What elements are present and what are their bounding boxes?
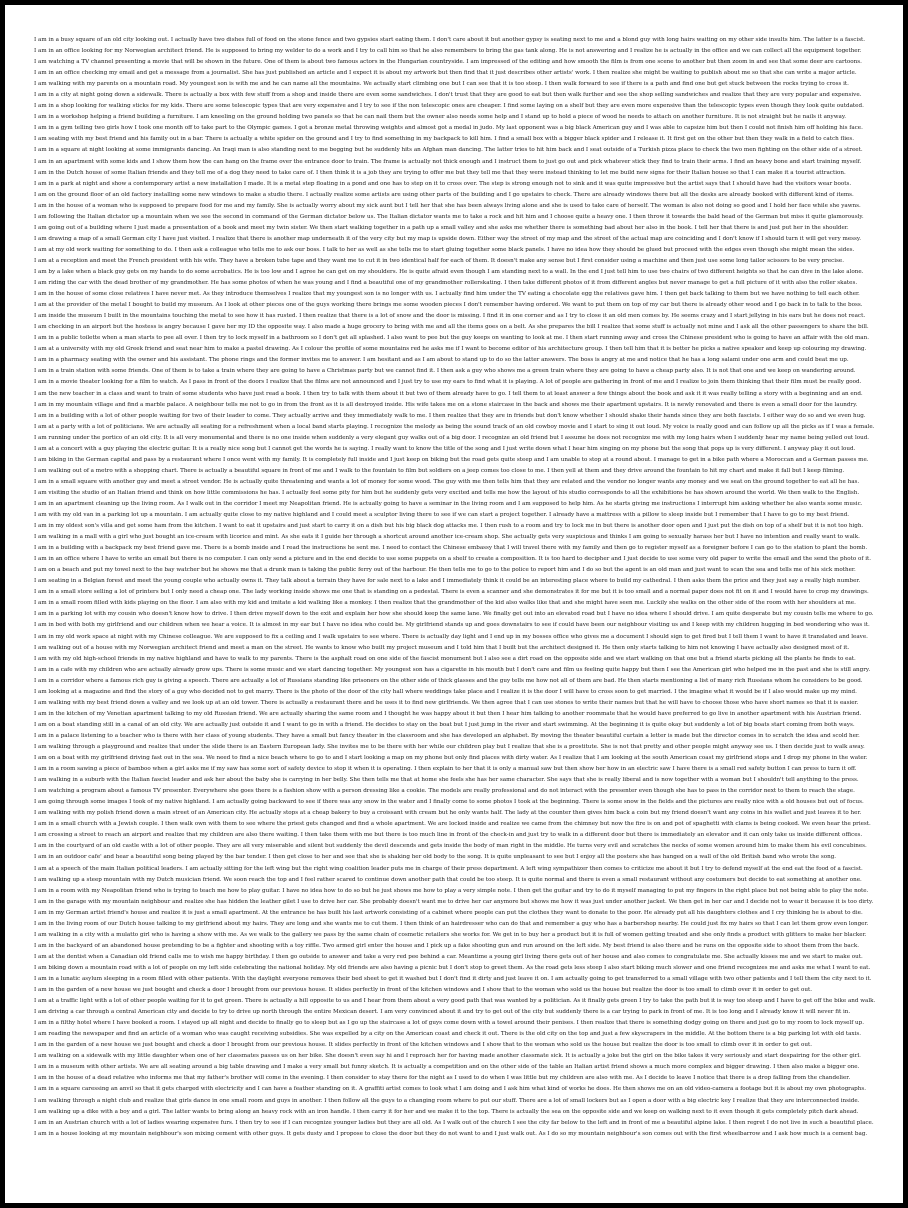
- text-line: I am in my mountain village and find a marble palace. A neighbour tells me not to go in from the front as it is all destroyed inside. His wife takes me on a stone staircase in the back and shows me their apartment upstairs. It is newly renovated and there is even a small door for the laundry.: [34, 401, 858, 408]
- text-line: I am in bed with both my girlfriend and our children when we hear a voice. It is almost in my ear but I have no idea who could be. My girlfriend stands up and goes downstairs to see if could have been our neighbour visiting us and I keep with my children hugging in bed wondering who was it.: [34, 622, 870, 629]
- text-line: I am on a boat standing still in a canal of an old city. We are actually just outside it and I want to go in with a friend. He decides to stay on the boat but I just jump in the river and start swimming. At the beginning it is quite okay but suddenly a lot of big boats start coming from both ways.: [34, 721, 855, 728]
- text-line: I am in an office where I have to write an email but there is no computer. I can only send a picture and in the end decide to use some puppets on a shelf to create a composition. It is too hard to decipher and I just decide to use some very old paper to write the email and the send the photo of it.: [34, 556, 872, 563]
- text-line: I am riding the car with the dead brother of my grandmother. He has some photos of when he was young and I find a beautiful one of my grandmother rollerskating. I then take different photos of it from different angles but never manage to get a full picture of it with also the roller skates.: [34, 280, 858, 287]
- text-line: I am going out of a building where I just made a presentation of a book and meet my twin sister. We then start walking together in a path up a small valley and she asks me whether there is something bad about her also in the book. I tell her that there is and just put her in the shoulder.: [34, 224, 849, 231]
- text-line: I am in the courtyard of an old castle with a lot of other people. They are all very miserable and silent but suddenly the devil descends and gets inside the body of man right in the middle. He turns very evil and scratches the necks of some women around him to make them his evil concubines.: [34, 843, 867, 850]
- text-line: I am in a room sawing a piece of bamboo when a girl asks me if my saw has some sort of safety device to stop it when it is operating. I then explain to her that it is only a manual saw but then show her how in an electric saw I have there is a small red safety button I can press to turn it off.: [34, 766, 857, 773]
- text-line: I am in a small room filled with kids playing on the floor. I am also with my kid and imitate a kid walking like a monkey. I then realize that the grandmother of the kid also walks like that and she might have seen me. Luckily she walks on the other side of the room with her shoulders at me.: [34, 600, 856, 607]
- text-line: I am at a traffic light with a lot of other people waiting for it to get green. There is actually a hill opposite to us and I hear from them about a very good path that was wanted by a politician. As it finally gets green I try to take the path but it is way too steep and I have to get off the bike and walk.: [34, 998, 875, 1005]
- text-line: I am walking in a city with a mulatto girl who is having a show with me. As we walk to the gallery we pass by the same chain of cosmetic retailers she works for. We get in to buy her a product but it is full of women getting treated and she only finds a product with glitters to make her blacker.: [34, 931, 867, 938]
- text-line: I am on the ground floor of an old factory installing some new windows to make a studio there. I actually realize some artists are using other parts of the building and I go upstairs to check. There are already windows there but all the desks are already booked with different kind of items.: [34, 191, 854, 198]
- text-line: I am in a square at night looking at some immigrants dancing. An Iraqi man is also standing next to me begging but he suddenly hits an Afghan man dancing. The latter tries to hit him back and I seat outside of a Turkish pizza place to check the two men fighting on the other side of a street.: [34, 147, 863, 154]
- text-line: I am in the garden of a new house we just bought and check a door I brought from our previous house. It slides perfectly in front of the kitchen windows and I show that to the woman who sold us the house but realize the door is too small to climb over it in order to get out.: [34, 987, 813, 994]
- text-line: I am in the Dutch house of some Italian friends and they tell me of a dog they need to take care of. I then think it is a job they are trying to offer me but they tell me that they were instead thinking to let me build new signs for their Italian house so that I can make it a tourist attraction.: [34, 169, 846, 176]
- text-line: I am on a beach and put my towel next to the bay watcher but he shows me that a drunk man is taking the public ferry out of the harbour. He then tells me to go to the police to report him and I do so but the agent is an old man and just want to scan the sea and tells me of his sick mother.: [34, 567, 856, 574]
- text-line: I am walking with my polish friend down a main street of an American city. He actually stops at a cheap bakery to buy a croissant with cream but he only wants half. The lady at the counter then gives him back a coin but my friend doesn't want any coins in his wallet and just leaves it to her.: [34, 810, 862, 817]
- text-line: I am on a boat with my girlfriend driving fast out in the sea. We need to find a nice beach where to go to and I start looking a map on my phone but only find places with dirty water. As I realize that I am looking at the south American coast my girlfriend stops and I drop my phone in the water.: [34, 755, 868, 762]
- text-line: I am crossing a street to reach an airport and realize that my children are also there waiting. I then take them with me but there is too much line in front of the check-in and just try to walk in a different door but there is immediately an elevator and it can only take us inside different offices.: [34, 832, 863, 839]
- text-line: I am in an Austrian church with a lot of ladies wearing expensive furs. I then try to see if I can recognize younger ladies but they are all old. As I walk out of the church I see the city far below to the left and in front of me a beautiful alpine lake. I then regret I do not live in such a beautiful place.: [34, 1119, 874, 1126]
- text-line: I am the new teacher in a class and want to train of some students who have just read a book. I then try to talk with them about it but two of them already have to go. I tell them to at least answer a few things about the book and ask it it was really telling a story with a beginning and an end.: [34, 390, 863, 397]
- text-line: I am looking at a magazine and find the story of a guy who decided not to get marry. There is the photo of the door of the city hall where weddings take place and I realize it is the door I will have to cross soon to get married. I the imagine what it would be if I also would make up my mind.: [34, 688, 857, 695]
- text-line: I am in a shop looking for walking sticks for my kids. There are some telescopic types that are very expensive and I try to see if the non telescopic ones are cheaper. I find some laying on a shelf but they are even more expensive than the telescopic types even though they look quite outdated.: [34, 103, 864, 110]
- text-line: I am in the living room of our Dutch house talking to my girlfriend about my hairs. They are long and she wants me to cut them. I then think of an hairdresser who can do that and remember a guy who has a barbershop nearby. He could just fix my hairs so that I can let them grow even longer.: [34, 920, 869, 927]
- text-line: I am in a pharmacy seating with the owner and his assistant. The phone rings and the former invites me to answer. I am hesitant and as I am about to stand up to do so the latter answers. The boss is angry at me and notice that he has a long salami under one arm and could beat me up.: [34, 357, 849, 364]
- text-line: I am in the garden of a new house we just bought and check a door I brought from our previous house. It slides perfectly in front of the kitchen windows and I show that to the woman who sold us the house but realize the door is too small to climb over it in order to get out.: [34, 1042, 813, 1049]
- text-line: I am in a busy square of an old city looking out. I actually have two dishes full of food on the stone fence and two gypsies start eating them. I don't care about it but another gypsy is seating next to me and a blond guy with long hairs waiting on my other side insults him. The latter is a fascist.: [34, 37, 866, 43]
- text-line: I am in an outdoor cafe' and hear a beautiful song being played by the bar tender. I then get close to her and see that she is shaking her old body to the song. It is quite unpleasant to see but I enjoy all the posters she has hanged on a wall of the old British band who wrote the song.: [34, 854, 837, 861]
- text-line: I am in a small square with another guy and meet a street vendor. He is actually quite threatening and wants a lot of money for some wood. The guy with me then tells him that they are related and the vendor no longer wants any money and we seat on the ground together to eat all he has.: [34, 478, 860, 485]
- text-line: I am in a square caressing an anvil so that it gets charged with electricity and I can have a feather standing on it. A graffiti artist comes to look what I am doing and I ask him what kind of works he does. He then shows me on an old video-camera a footage but it is about my own photographs.: [34, 1086, 866, 1093]
- text-line: I am in an apartment cleaning up the living room. As I walk out in the corridor I meet my Neapolitan friend. He is actually going to have a seminar in the living room and I am supposed to help him. As he starts giving me instructions I interrupt him asking whether he also wants some music.: [34, 500, 863, 507]
- text-line: I am at a speech of the main Italian political leaders. I am actually sitting for the left wing but the right wing coalition leader puts me in charge of their press department. A left wing sympathizer then comes to criticize me about it but I try to defend myself at the end eat the food of a fascist.: [34, 865, 863, 872]
- text-line: I am biking down a mountain road with a lot of people on my left side celebrating the national holiday. My old friends are also having a picnic but I don't stop to greet them. As the road gets less steep I also start biking much slower and one friend recognizes me and asks me what I want to eat.: [34, 964, 871, 971]
- text-line: I am walking out of a metro with a shopping chart. There is actually a beautiful square in front of me and I walk to the fountain to film but soldiers on a jeep comes too close to me. I then yell at them and they drive around the fountain to hit my chart and make it fall but I keep filming.: [34, 467, 845, 474]
- dream-journal-lines: [34, 35, 875, 1140]
- text-line: I am in a small store selling a lot of printers but I only need a cheap one. The lady working inside shows me one that is standing on a pedestal. There is even a scanner and she demonstrates it for me but it is too small and a normal paper does not fit on it and I would have to crop my drawings.: [34, 589, 869, 596]
- text-line: I am in an office looking for my Norwegian architect friend. He is supposed to bring my welder to do a work and I try to call him so that he also remembers to bring the gas tank along. He is not answering and I realize he is actually in the office and we can collect all the equipment together.: [34, 48, 862, 55]
- text-line: I am in a palace listening to a teacher who is there with her class of young students. They have a small but fancy theater in the classroom and she has developed an alphabet. By moving the theater beautiful curtain a letter is made but the director comes in to scratch the idea and scold her.: [34, 732, 860, 739]
- text-line: I am watching a program about a famous TV presenter. Everywhere she goes there is a fashion show with a person dressing like a cookie. The models are really professional and do not interact with the presenter even though she has to pass in the corridor next to them to reach the stage.: [34, 788, 855, 795]
- text-line: I am at a concert with a guy playing the electric guitar. It is a really nice song but I cannot get the words he is saying. I really want to know the title of the song and I just write down what I hear him singing on my phone but the song that pops up is very different. I anyway play it out loud.: [34, 445, 856, 452]
- text-line: I am seating with my best friend and his family out in a bar. There is actually a white spider on the ground and I try to find something in my backpack to kill him. I find a small box with a bigger black spider and I release it. It first get on the other but then they walk in a field to catch flies.: [34, 136, 854, 143]
- text-line: I am in the house of a woman who is supposed to prepare food for me and my family. She is actually worry about my sick aunt but I tell her that she has been always living alone and she is used to take care of herself. The woman is also not doing so good and I hold her face while she yawns.: [34, 202, 861, 209]
- text-line: I am in my old work space at night with my Chinese colleague. We are supposed to fix a ceiling and I walk upstairs to see where. There is actually day light and I end up in my bosses office who gives me a document I should sign to get fired but I tell them I want to have it translated and leave.: [34, 633, 868, 640]
- text-line: I am in a museum with other artists. We are all seating around a big table drawing and I make a very small but funny sketch. It is actually a competition and on the other side of the table an Italian artist friend shows a much more complex and bigger drawing. I then also make a bigger one.: [34, 1064, 860, 1071]
- text-line: I am in an apartment with some kids and I show them how the can hang on the frame over the entrance door to train. The frame is actually not thick enough and I instruct them to just go out and pick whatever stick they find to train their arms. I find an heavy bone and start training myself.: [34, 158, 862, 165]
- text-line: I am in my oldest son's villa and get some ham from the kitchen. I want to eat it upstairs and just start to carry it on a dish but his big black dog attacks me. I then rush to a room and try to lock me in but there is another door open and I just put the dish on top of a shelf but it is not too high.: [34, 523, 864, 530]
- text-line: I am in a public toilette when a man starts to pee all over. I then try to lock myself in a bathroom so I don't get all splashed. I also want to pee but the guy keeps on wanting to look at me. I then start running away and cross the Chinese president who is going to have an affair with the old man.: [34, 335, 869, 342]
- text-line: I am at the dentist when a Canadian old friend calls me to wish me happy birthday. I then go outside to answer and take a very red pee behind a car. Meantime a young girl living there gets out of her house and also comes to congratulate me. She actually kisses me and we start to make out.: [34, 953, 863, 960]
- text-line: I am in the house of some close relatives I have never met. As they introduce themselves I realize that my youngest son is no longer with us. I actually find him under the TV eating a chocolate egg the relatives gave him. I then get back talking to them but we have nothing to tell each other.: [34, 291, 860, 298]
- text-line: I am at the provider of the metal I bought to build my museum. As I look at other pieces one of the guys working there brings me some wooden pieces I don't remember having ordered. We want to put them on top of my car but there is already other wood and I go back in to talk to the boss.: [34, 302, 863, 309]
- text-line: I am in an office checking my email and get a message from a journalist. She has just published an article and I expect it is about my artwork but then find that it just describes other artists' work. I then realize she might be waiting to publish about me so that she can write a major article.: [34, 70, 857, 77]
- text-line: I am in the kitchen of my Venetian apartment talking to my old Russian friend. We are actually sharing the same room and I thought he was happy about it but then I hear him talking to another roommate that he would have preferred to go live in another apartment with his Austrian friend.: [34, 710, 862, 717]
- text-line: I am in a room with my Neapolitan friend who is trying to teach me how to play guitar. I have no idea how to do so but he just shows me how to play a very simple note. I then get the guitar and try to do it myself managing to put my fingers in the right place but not being able to play the note.: [34, 887, 869, 894]
- text-line: I am drawing a map of a small German city I have just visited. I realize that there is another map underneath it of the very city but my map is upside down. Either way the street of my map and the street of the actual map are coinciding and I don't know if I should turn it will get very messy.: [34, 235, 862, 242]
- text-line: I am checking in an airport but the hostess is angry because I gave her my ID the opposite way. I also made a huge grocery to bring with me and all the items goes on a belt. As she prepares the bill I realize that some stuff is actually not mine and I ask all the other passengers to share the bill.: [34, 324, 869, 331]
- text-line: I am in the house of a dead relative who informs me that my father's brother will come in the evening. I then consider to stay there for the night as I used to do when I was little but my children are also with me. As I decide to leave I notice that there is a drop falling from the chandelier.: [34, 1075, 851, 1082]
- text-line: I am in a city at night going down a sidewalk. There is actually a box with few stuff from a shop and inside there are even some sandwiches. I don't trust that they are good to eat but then walk further and see the shop selling sandwiches and realize that they are very popular and expensive.: [34, 92, 862, 99]
- text-line: I am walking up a dike with a boy and a girl. The latter wants to bring along an heavy rock with an iron handle. I then carry it for her and we make it to the top. There is actually the sea on the opposite side and we keep on walking next to it even though it gets completely pitch dark ahead.: [34, 1108, 859, 1115]
- text-line: I am with my old van in a parking lot up a mountain. I am actually quite close to my native highland and I could meet a sculptor living there to see if we can start a project together. I already have a mattress with a pillow to sleep inside but I remember that I have to go to my best friend.: [34, 512, 850, 519]
- text-line: I am following the Italian dictator up a mountain when we see the second in command of the German dictator below us. The Italian dictator wants me to take a rock and hit him and I choose quite a heavy one. I then throw it towards the bald head of the German but miss it quite glamorously.: [34, 213, 864, 220]
- text-line: I am running under the portico of an old city. It is all very monumental and there is no one inside when suddenly a very elegant guy walks out of a big door. I recognize an old friend but I assume he does not recognize me with my long hairs when I suddenly hear my name being yelled out loud.: [34, 434, 870, 441]
- text-line: I am watching a TV channel presenting a movie that will be shown in the future. One of them is about two famous actors in the Hungarian countryside. I am impressed of the editing and how smooth the film is from one scene to another but then zoom in and see that some deer are cartoons.: [34, 59, 862, 66]
- text-line: I am in a lunatic asylum sleeping in a room filled with other patients. With the daylight everyone removes their bed sheet to get it washed but I don't find it dirty and just leave it on. I am actually going to get transferred to a small village with two other patients and I tell them the city next to it.: [34, 975, 872, 982]
- text-line: I am walking through a night club and realize that girls dance in one small room and guys in another. I then follow all the guys to a changing room where to put our stuff. There are a lot of small lockers but as I open a door with a big electric key I realize that they are interconnected inside.: [34, 1097, 860, 1104]
- text-line: I am in a train station with some friends. One of them is to take a train where they are going to have a Christmas party but we cannot find it. I then ask a guy who shows me a green train where they are going to have a cheap party also. It is not that one and we keep on wandering around.: [34, 368, 856, 375]
- text-line: I am in a house looking at my mountain neighbour's son mixing cement with other guys. It gets dusty and I propose to close the door but they do not want to and I just walk out. As I do so my mountain neighbour's son comes out with the first wheelbarrow and I ask how much is a cement bag.: [34, 1130, 868, 1137]
- text-line: I am driving a car through a central American city and decide to try to drive up north through the entire Mexican desert. I am very convinced about it and try to get out of the city but suddenly there is a car trying to park in front of me. It is too long and I already know it will never fit in.: [34, 1009, 851, 1016]
- text-line: I am walking in a suburb with the Italian fascist leader and ask her about the baby she is carrying in her belly. She then tells me that at home she feels she has her same character. She says that she is really liberal and is now together with a woman but I shouldn't tell anything to the press.: [34, 777, 859, 784]
- text-line: I am reading the newspaper and find an article of a woman who was caught receiving subsidies. She was expelled by a city on the American coast and check it out. There is the old city on the top and just a few skyscrapers in the middle. At the bottom there is a big parking lot with old taxis.: [34, 1031, 862, 1038]
- text-line: I am walking out of a house with my Norwegian architect friend and meet a man on the street. He wants to know who built my project museum and I told him that I built but the architect designed it. He then only starts talking to him not knowing I have actually also designed most of it.: [34, 644, 850, 651]
- text-line: I am walking with my best friend down a valley and we look up at an old tower. There is actually a restaurant there and he uses it to find new girlfriends. We then agree that I can use stones to write their names but that he will have to choose those who have short names so that it is easier.: [34, 699, 859, 706]
- text-line: I am in a corridor where a famous rich guy is giving a speech. There are actually a lot of Russians standing like prisoners on the other side of thick glasses and the guy tells me how not all of them are bad. He then starts mentioning a list of many rich Russians whom he considers to be good.: [34, 677, 863, 684]
- text-line: I am in a cafe with my children who are actually already grow ups. There is some music and we start dancing together. My youngest son has a cigarette in his mouth but I don't care and film us feeling quite happy but then I see the American girl who helped me in the past and she is still angry.: [34, 666, 871, 673]
- text-line: I am in a building with a backpack my best friend gave me. There is a bomb inside and I read the instructions he sent me. I need to contact the Chinese embassy that I will travel there with my family and then go to register myself as a foreigner before I can go to the station to plant the bomb.: [34, 545, 868, 552]
- text-line: I am at a university with my old Greek friend and seat near him to make a pastel drawing. As I colour the profile of some mountains red he asks me if I want to become editor of his architecture group. I then tell him that it is better he picks a native speaker and keep up colouring my drawing.: [34, 346, 867, 353]
- text-line: I am seating in a Belgian forest and meet the young couple who actually owns it. They talk about a terrain they have for sale next to a lake and I immediately think it could be an interesting place where to build my cathedral. I then asks them the price and they just say a really high number.: [34, 578, 861, 585]
- text-line: I am going through some images I took of my native highland. I am actually going backward to see if there was any snow in the water and I finally come to some photos I took at the beginning. There is some snow in the fields and the pictures are really nice with a old houses but out of focus.: [34, 799, 864, 806]
- text-line: I am in my German artist friend's house and realize it is just a small apartment. At the entrance he has built his last artwork consisting of a cabinet where people can put the clothes they want to donate to the poor. He already put all his daughters clothes and I cry thinking he is about to die.: [34, 909, 863, 916]
- text-line: I am in a small church with a Jewish couple. I then walk own with them to see where the priest gets changed and find a whole apartment. We are locked inside and realize we came from the chimney but now the fire is on and pot of spaghetti with clams is being cooked. We even hear the priest.: [34, 821, 871, 828]
- text-line: I am in a park at night and show a contemporary artist a new installation I made. It is a metal step floating in a pond and one has to step on it to cross over. The step is strong enough not to sink and it was quite impressive but the artist says that I should have had the visitors wear boots.: [34, 180, 852, 187]
- text-line: I am biking in the German capital and pass by a restaurant where I once went with my family. It is completely full inside and I just keep on biking but the road gets quite steep and I am unable to stop at a round about. I manage to get in a bike path where a Moroccan and a German passes me.: [34, 456, 869, 463]
- text-line: I am inside the museum I built in the mountains touching the metal to see how it has rusted. I then realize that there is a lot of snow and the door is missing. I find it in one corner and as I try to close it an old men comes by. He seems crazy and I start jellying in his ears but he does not react.: [34, 313, 866, 320]
- text-line: I am in the backyard of an abandoned house pretending to be a fighter and shooting with a toy riffle. Two armed girl enter the house and I pick up a fake shooting gun and run around on the left side. My best friend is also there and he runs on the opposite side to shoot them from the back.: [34, 942, 860, 949]
- text-line: I am walking up a steep mountain with my Dutch musician friend. We soon reach the top and I feel rather scared to continue down another path that could be too steep. It is quite normal and there is even a small restaurant without any costumers but decide to eat something at another one.: [34, 876, 862, 883]
- text-line: I am with my old high-school friends in my native highland and have to walk to my parents. There is the asphalt road on one side of the fascist monument but I also see a dirt road on the opposite side and we start walking on that one but a friend starts picking all the plants he finds to eat.: [34, 655, 856, 662]
- text-line: I am by a lake when a black guy gets on my hands to do some acrobatics. He is too low and I agree he can get on my shoulders. He is quite afraid even though I am standing next to a wall. In the end I just tell him to use two chairs of two different heights so that he can dive in the lake alone.: [34, 268, 864, 275]
- text-line: I am visiting the studio of an Italian friend and think on how little commissions he has. I actually feel some pity for him but he suddenly gets very excited and tells me how the layout of his studio corresponds to all the exhibitions he has shown around the world. We then walk to the English.: [34, 489, 860, 496]
- text-line: I am in a movie theater looking for a film to watch. As I pass in front of the doors I realize that the films are not announced and I just try to use my ears to find what it is playing. A lot of people are gathering in front of me and I realize to join them thinking that their film must be really good.: [34, 379, 862, 386]
- text-line: I am in a filthy hotel where I have booked a room. I stayed up all night and decide to finally go to sleep but as I go up the staircase a lot of guys come down with a towel around their penises. I then realize that there is something dodgy going on there and just go to my room to lock myself up.: [34, 1020, 865, 1027]
- text-line: I am walking through a playground and realize that under the slide there is an Eastern European lady. She invites me to be there with her while our children play but I realize that she is a prostitute. She is not that pretty and other people might anyway see us. I then decide just to walk away.: [34, 744, 865, 750]
- text-line: I am walking with my parents on a mountain road. My youngest son is with me and he can name all the mountains. We actually start climbing one but I can see that it is too steep. I then walk forward to see if there is a path and find one but get stuck between the rocks trying to cross it.: [34, 81, 849, 88]
- text-line: I am in the garage with my mountain neighbour and realize she has hidden the leather gilet I use to drive her car. She probably doesn't want me to drive her car anymore but shows me how it was just under another jacket. We then get in her car and I decide not to wear it because it is too dirty.: [34, 898, 874, 905]
- text-line: I am in a parking lot with my cousin who doesn't know how to drive. I then drive myself down to the exit and explain her how she should keep the same lane. We finally get out into an elevated road but I have no idea where I should drive. I am quite desperate but my cousin tells me where to go.: [34, 611, 874, 618]
- text-line: I am at a party with a lot of politicians. We are actually all seating for a refreshment when a local band starts playing. I recognize the melody as being the sound track of an old cowboy movie and I start to sing it out loud. My voice is really good and can follow up all the picks as if I was a female.: [34, 423, 875, 430]
- text-line: I am at a reception and meet the French president with his wife. They have a broken tube tape and they want me to cut it in two identical half for each of them. It doesn't make any sense but I first consider using a machine and then just use some long tailor scissors to be very precise.: [34, 257, 845, 264]
- text-line: I am in a workshop helping a friend building a furniture. I am kneeling on the ground holding two panels so that he can nail them but the owner also needs some help and I stand up to hold a piece of wood he needs to attach on another furniture. It is not straight but he nails it anyway.: [34, 114, 847, 121]
- text-line: I am in a building with a lot of other people waiting for two of their leader to come. They actually arrive and they immediately walk to me. I then realize that they are in friends but don't know whether I should shake their hands since they are both fascists. I either way do so and we even hug.: [34, 412, 866, 419]
- text-line: I am walking in a mall with a girl who just bought an ice-cream with licorice and mint. As she eats it I guide her through a shortcut around another ice-cream shop. She actually gets very suspicious and thinks I am going to sexually harass her but I have no intention and really want to walk.: [34, 534, 860, 541]
- text-line: I am walking on a sidewalk with my little daughter when one of her classmates passes us on her bike. She doesn't even say hi and I reproach her for having made another classmate sick. It is actually a joke but the girl on the bike takes it very seriously and start despairing for the other girl.: [34, 1053, 861, 1060]
- document-page: [5, 5, 903, 1203]
- text-line: I am at my old work waiting for something to do. I then ask a colleague who tells me to ask our boss. I talk to her as well as she tells me to start gluing together some black panels. I have no idea how they should be glued but proceed with the edges even though she might mean the sides.: [34, 246, 855, 253]
- text-line: I am in a gym telling two girls how I took one month off to take part to the Olympic games. I got a bronze metal throwing weights and almost got a medal in judo. My last opponent was a big black American guy and I was able to capsize him but then I could not finish him off holding his face.: [34, 125, 863, 132]
